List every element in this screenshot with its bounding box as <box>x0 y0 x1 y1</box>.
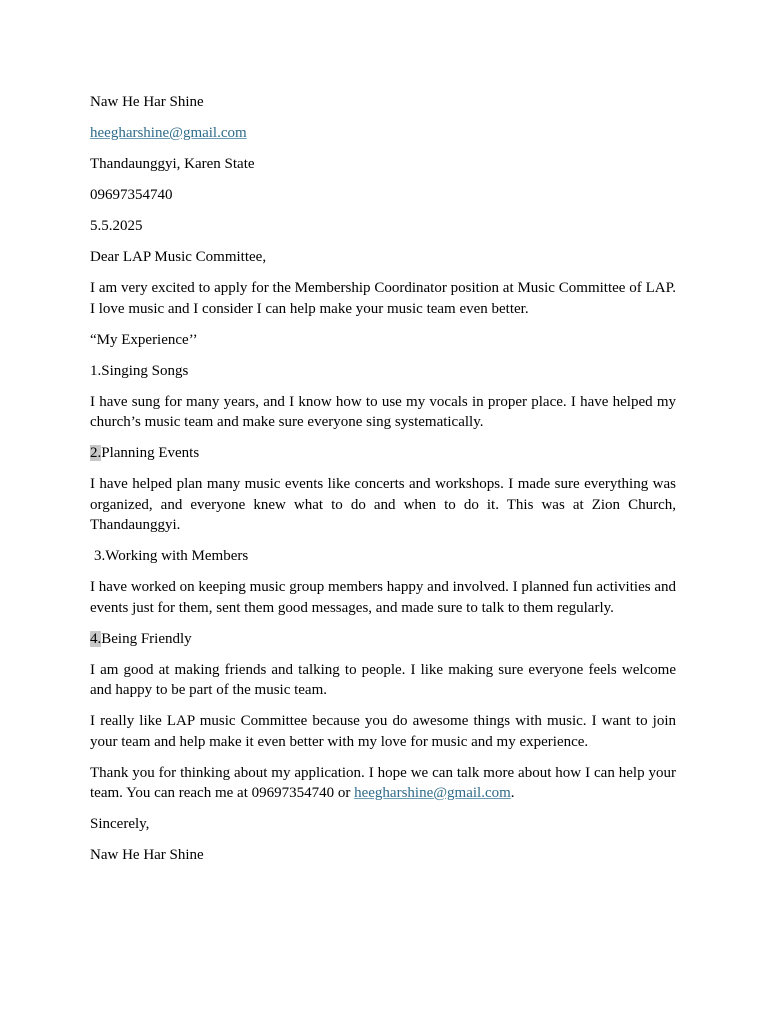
thanks-end: . <box>510 785 515 801</box>
intro-paragraph: I am very excited to apply for the Membership Coordinator position at Music Committee of LAP. I love music and I consider I can help make your music team even better. <box>90 280 676 317</box>
sender-email-link[interactable]: heegharshine@gmail.com <box>90 125 247 141</box>
section-heading-2 <box>90 443 676 464</box>
sender-location: Thandaunggyi, Karen State <box>90 156 255 172</box>
section-title: Singing Songs <box>101 362 189 379</box>
signoff: Sincerely, <box>90 816 150 832</box>
section-body-2: I have helped plan many music events like concerts and workshops. I made sure everything was organized, and everyone knew what to do and when to do it. This was at Zion Church, Thandaunggyi. <box>90 476 676 533</box>
signature: Naw He Har Shine <box>90 847 204 863</box>
letter-date: 5.5.2025 <box>90 218 143 234</box>
section-number: 4. <box>90 630 102 647</box>
sender-phone: 09697354740 <box>90 187 173 203</box>
section-heading-4 <box>90 629 676 650</box>
section-title: Working with Members <box>105 548 249 564</box>
thanks-email-link[interactable]: heegharshine@gmail.com <box>354 785 511 801</box>
thanks-paragraph <box>90 763 676 804</box>
experience-heading: “My Experience’’ <box>90 331 198 348</box>
salutation: Dear LAP Music Committee, <box>90 249 267 265</box>
section-number: 2. <box>90 445 102 461</box>
section-body-3: I have worked on keeping music group members happy and involved. I planned fun activities and events just for them, sent them good messages, and made sure to talk to them regularly. <box>90 579 676 616</box>
section-title: Being Friendly <box>101 630 192 647</box>
letter-page <box>90 92 676 876</box>
sender-email-line <box>90 123 676 144</box>
sender-name: Naw He Har Shine <box>90 94 204 110</box>
section-heading-3 <box>90 546 676 567</box>
thanks-text: Thank you for thinking about my application. I hope we can talk more about how I can help your team. You can reach me at 09697354740 or <box>90 764 676 801</box>
section-body-4: I am good at making friends and talking to people. I like making sure everyone feels welcome and happy to be part of the music team. <box>90 661 676 698</box>
section-body-1: I have sung for many years, and I know how to use my vocals in proper place. I have helped my church’s music team and make sure everyone sing systematically. <box>90 393 676 430</box>
closing-paragraph: I really like LAP music Committee because you do awesome things with music. I want to join your team and help make it even better with my love for music and my experience. <box>90 713 676 750</box>
section-heading-1 <box>90 361 676 382</box>
section-number: 1. <box>90 362 102 379</box>
section-number: 3. <box>94 548 106 564</box>
section-title: Planning Events <box>101 445 200 461</box>
